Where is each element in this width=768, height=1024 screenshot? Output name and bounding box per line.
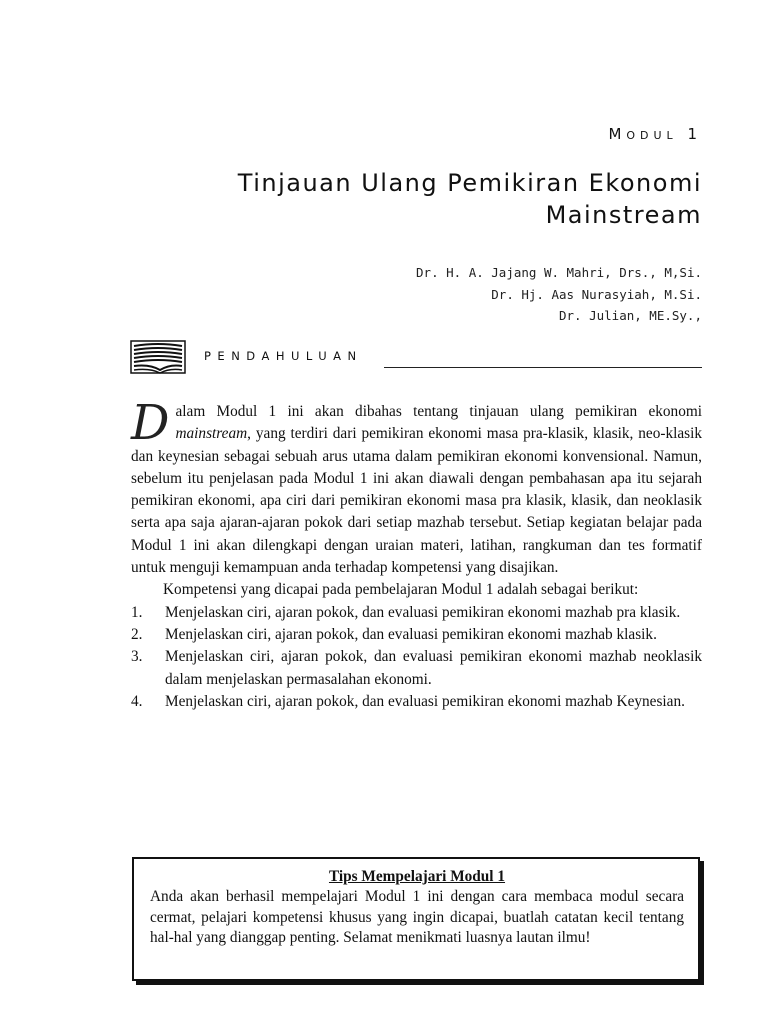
author-3: Dr. Julian, ME.Sy., (559, 308, 702, 323)
list-item-number: 1. (131, 603, 143, 621)
list-item (131, 624, 702, 646)
list-item-text: Menjelaskan ciri, ajaran pokok, dan evaluasi pemikiran ekonomi mazhab neoklasik dalam menjelaskan permasalahan ekonomi. (165, 648, 702, 688)
intro-paragraph (131, 395, 702, 579)
intro-text-rest: , yang terdiri dari pemikiran ekonomi masa pra-klasik, klasik, neo-klasik dan keynesian sebagai sebuah arus utama dalam pemikiran ekonomi konvensional. Namun, sebelum itu penjelasan pada Modul 1 ini akan diawali dengan pembahasan apa itu sejarah pemikiran ekonomi, apa ciri dari pemikiran ekonomi masa pra klasik, klasik, dan neoklasik serta apa saja ajaran-ajaran pokok dari setiap mazhab tersebut. Setiap kegiatan belajar pada Modul 1 ini akan dilengkapi dengan uraian materi, latihan, rangkuman dan tes formatif untuk menguji kemampuan anda terhadap kompetensi yang disajikan. (131, 425, 702, 577)
tips-box (132, 857, 700, 981)
list-item-text: Menjelaskan ciri, ajaran pokok, dan evaluasi pemikiran ekonomi mazhab pra klasik. (165, 603, 681, 621)
page-title (142, 167, 702, 231)
author-2: Dr. Hj. Aas Nurasyiah, M.Si. (491, 286, 702, 302)
competency-list (131, 602, 702, 713)
section-label: PENDAHULUAN (204, 349, 363, 363)
section-rule (384, 367, 702, 368)
intro-text-start: alam Modul 1 ini akan dibahas tentang tinjauan ulang pemikiran ekonomi (175, 403, 702, 420)
tips-title: Tips Mempelajari Modul 1 (328, 868, 506, 885)
list-item (131, 691, 702, 713)
list-item-text: Menjelaskan ciri, ajaran pokok, dan evaluasi pemikiran ekonomi mazhab Keynesian. (165, 692, 685, 710)
intro-italic-term: mainstream (175, 425, 248, 443)
list-item-text: Menjelaskan ciri, ajaran pokok, dan evaluasi pemikiran ekonomi mazhab klasik. (165, 625, 657, 643)
module-label: Modul 1 (608, 125, 702, 143)
competency-intro: Kompetensi yang dicapai pada pembelajaran Modul 1 adalah sebagai berikut: (163, 581, 639, 599)
page-title-line-1: Tinjauan Ulang Pemikiran Ekonomi (237, 169, 702, 197)
list-item-number: 4. (131, 692, 143, 710)
list-item-number: 2. (131, 625, 143, 643)
author-list (282, 262, 702, 327)
tips-body: Anda akan berhasil mempelajari Modul 1 ini dengan cara membaca modul secara cermat, pelajari kompetensi khusus yang ingin dicapai, buatlah catatan kecil tentang hal-hal yang dianggap penting. Selamat menikmati luasnya lautan ilmu! (150, 888, 684, 946)
list-item (131, 646, 702, 691)
drop-cap: D (131, 395, 170, 451)
author-1: Dr. H. A. Jajang W. Mahri, Drs., M,Si. (416, 265, 702, 280)
list-item (131, 602, 702, 624)
book-icon (130, 340, 186, 374)
body-text (131, 395, 702, 713)
list-item-number: 3. (131, 648, 143, 666)
page-title-line-2: Mainstream (545, 201, 702, 229)
